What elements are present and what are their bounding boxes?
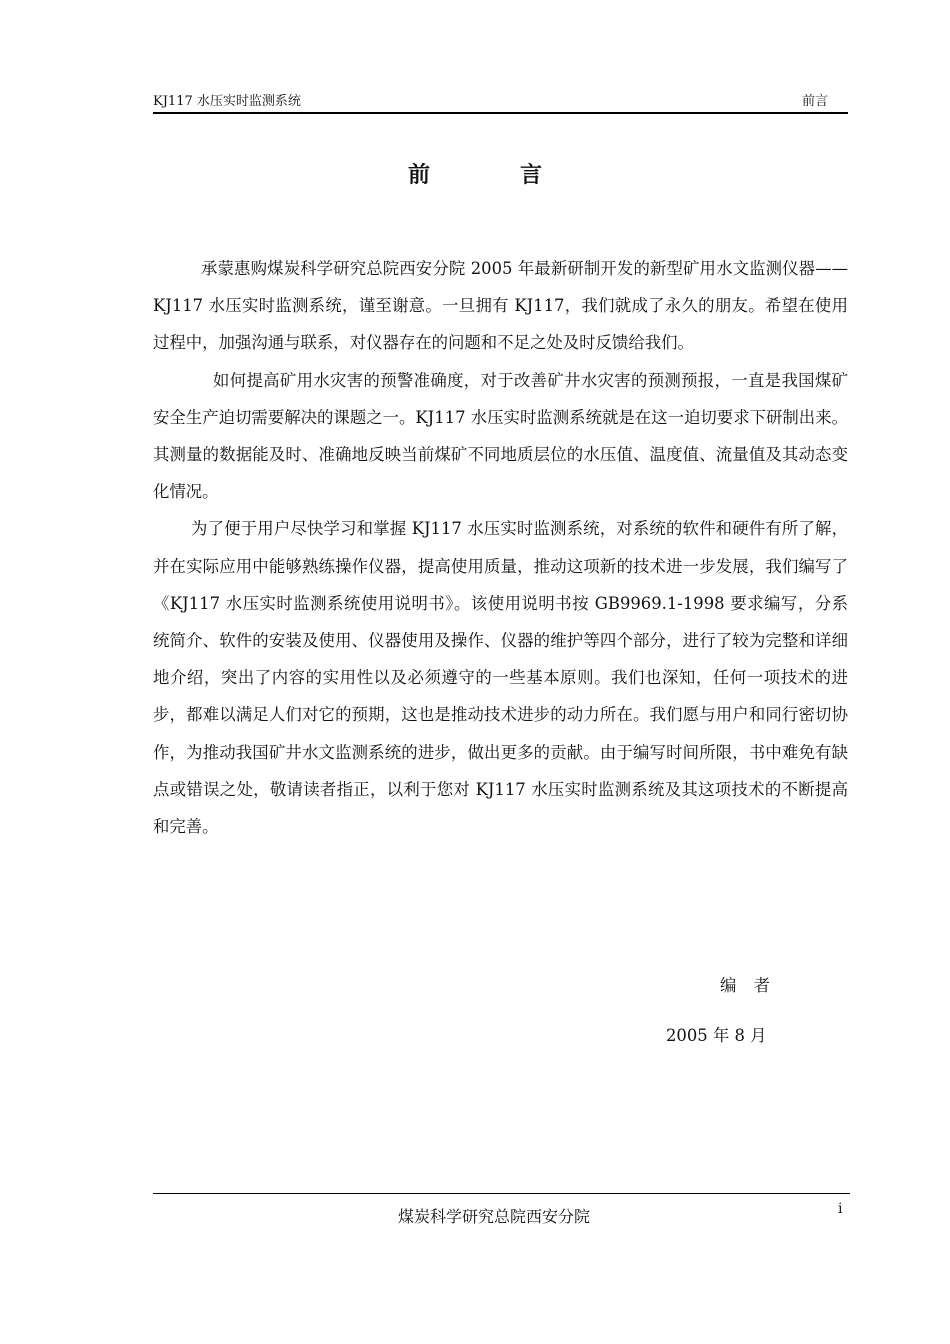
paragraph-1: 承蒙惠购煤炭科学研究总院西安分院 2005 年最新研制开发的新型矿用水文监测仪器——KJ117 水压实时监测系统，谨至谢意。一旦拥有 KJ117，我们就成了永久的朋友。希望在使用过程中，加强沟通与联系，对仪器存在的问题和不足之处及时反馈给我们。 <box>153 259 848 353</box>
title-char-2: 言 <box>520 162 543 188</box>
header-section-name: 前言 <box>801 94 828 109</box>
footer-organization: 煤炭科学研究总院西安分院 <box>398 1207 591 1226</box>
header-document-title: KJ117 水压实时监测系统 <box>153 94 301 109</box>
page-header <box>153 88 848 114</box>
paragraph-2: 如何提高矿用水灾害的预警准确度，对于改善矿井水灾害的预测预报，一直是我国煤矿安全生产迫切需要解决的课题之一。KJ117 水压实时监测系统就是在这一迫切要求下研制出来。其测量的数据能及时、准确地反映当前煤矿不同地质层位的水压值、温度值、流量值及其动态变化情况。 <box>153 370 848 502</box>
preface-body <box>153 250 848 845</box>
page-title <box>0 158 950 189</box>
title-char-1: 前 <box>407 162 430 188</box>
page-number: i <box>838 1201 843 1217</box>
signature-date: 2005 年 8 月 <box>666 1026 767 1045</box>
footer-divider <box>153 1193 850 1194</box>
signature: 编 者 <box>720 976 776 995</box>
paragraph-3: 为了便于用户尽快学习和掌握 KJ117 水压实时监测系统，对系统的软件和硬件有所了解，并在实际应用中能够熟练操作仪器，提高使用质量，推动这项新的技术进一步发展，我们编写了《KJ117 水压实时监测系统使用说明书》。该使用说明书按 GB9969.1-1998 要求编写，分系统简介、软件的安装及使用、仪器使用及操作、仪器的维护等四个部分，进行了较为完整和详细地介绍，突出了内容的实用性以及必须遵守的一些基本原则。我们也深知，任何一项技术的进步，都难以满足人们对它的预期，这也是推动技术进步的动力所在。我们愿与用户和同行密切协作，为推动我国矿井水文监测系统的进步，做出更多的贡献。由于编写时间所限，书中难免有缺点或错误之处，敬请读者指正，以利于您对 KJ117 水压实时监测系统及其这项技术的不断提高和完善。 <box>153 519 848 837</box>
